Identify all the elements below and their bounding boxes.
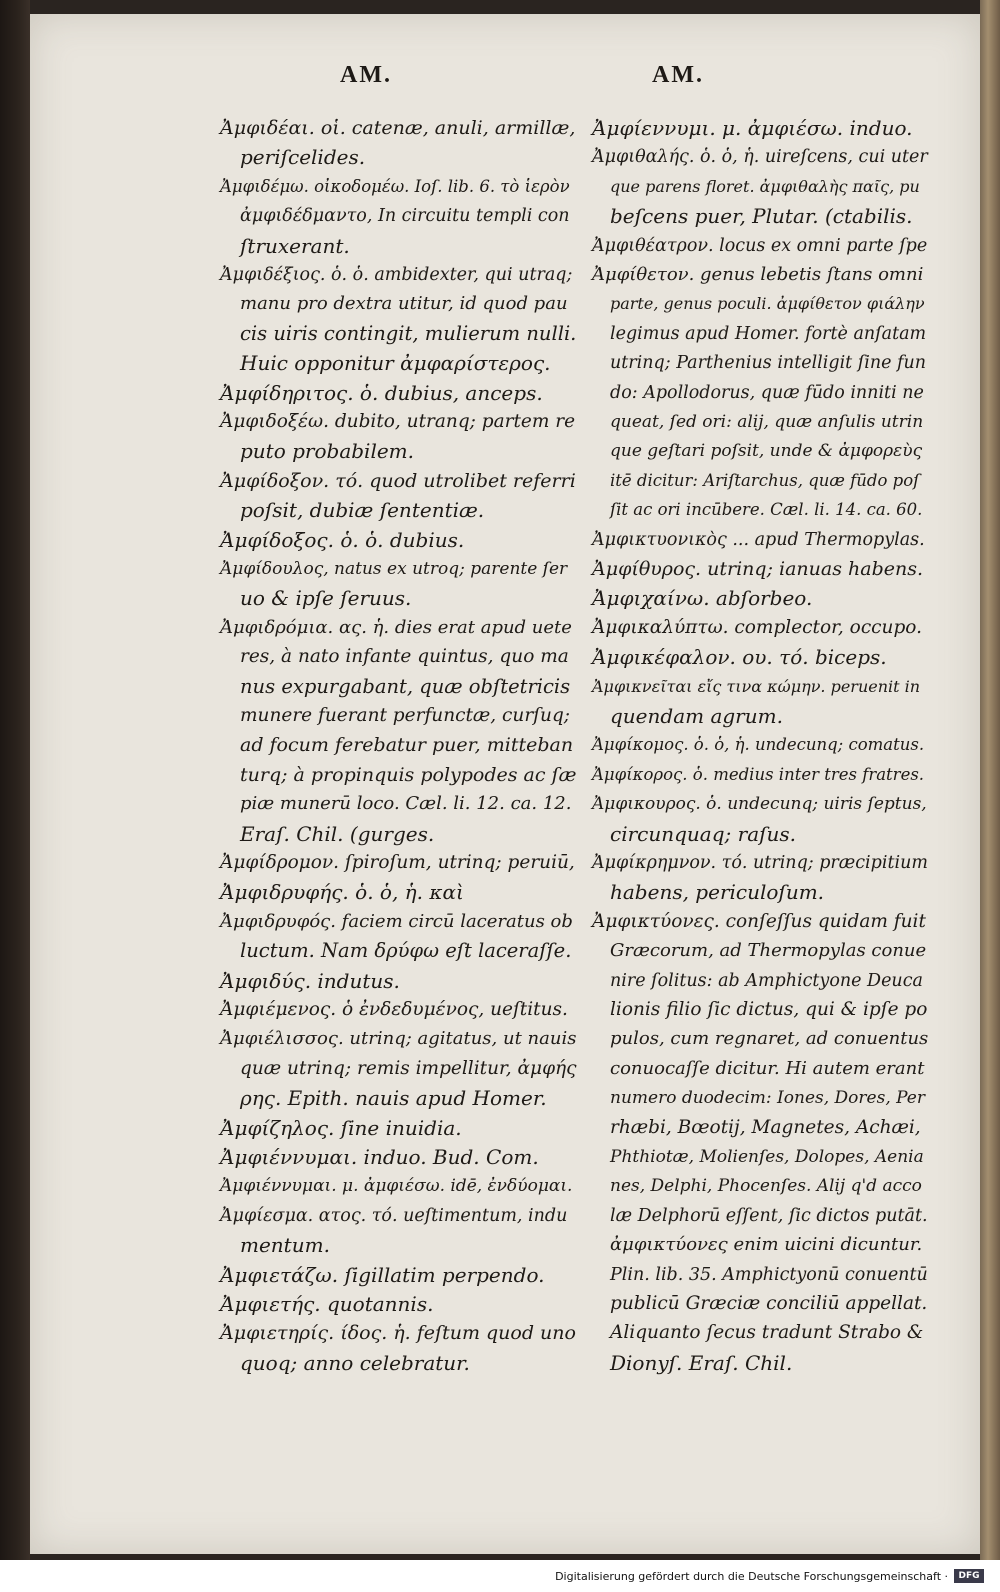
entry-continuation-line: pulos, cum regnaret, ad conuentus	[610, 1028, 929, 1050]
entry-headword-line: Ἀμφίθυρος. utrinq; ianuas habens.	[592, 558, 924, 580]
entry-continuation-line: Aliquanto ſecus tradunt Strabo &	[610, 1322, 924, 1344]
entry-continuation-line: beſcens puer, Plutar. (ctabilis.	[610, 204, 913, 229]
entry-headword-line: Ἀμφιέμενος. ὁ ἐνδεδυμένος, ueſtitus.	[220, 999, 568, 1020]
entry-continuation-line: uo & ipſe ſeruus.	[240, 586, 412, 611]
entry-continuation-line: queat, ſed ori: alij, quæ anſulis utrin	[610, 412, 924, 432]
entry-continuation-line: turq; à propinquis polypodes ac ſæ	[240, 763, 577, 786]
entry-continuation-line: que geſtari poſsit, unde & ἀμφορεὺς	[610, 441, 923, 462]
entry-headword-line: Ἀμφιετάζω. ſigillatim perpendo.	[220, 1262, 545, 1287]
entry-headword-line: Ἀμφικαλύπτω. complector, occupo.	[592, 616, 922, 638]
entry-headword-line: Ἀμφικτυονικὸς ... apud Thermopylas.	[592, 529, 925, 550]
entry-headword-line: Ἀμφίεσμα. ατος. τό. ueſtimentum, indu	[220, 1205, 568, 1226]
entry-continuation-line: nus expurgabant, quæ obſtetricis	[240, 674, 571, 698]
entry-headword-line: Ἀμφίδουλος, natus ex utroq; parente ſer	[220, 559, 568, 579]
entry-headword-line: Ἀμφίδηριτος. ὁ. dubius, anceps.	[220, 380, 543, 405]
entry-continuation-line: Plin. lib. 35. Amphictyonū conuentū	[610, 1264, 928, 1285]
entry-continuation-line: Phthiotæ, Molienſes, Dolopes, Aenia	[610, 1147, 924, 1167]
entry-headword-line: Ἀμφικτύονες. conſeſſus quidam fuit	[592, 910, 926, 932]
entry-headword-line: Ἀμφιδρόμια. ας. ἡ. dies erat apud uete	[220, 616, 572, 638]
running-header-right: AM.	[652, 62, 704, 88]
entry-continuation-line: que parens floret. ἀμφιθαλὴς παῖς, pu	[610, 176, 920, 196]
entry-headword-line: Ἀμφιέλισσος. utrinq; agitatus, ut nauis	[220, 1028, 577, 1050]
entry-continuation-line: Huic opponitur ἀμφαρίστερος.	[240, 351, 551, 376]
entry-continuation-line: ρης. Epith. nauis apud Homer.	[240, 1086, 547, 1111]
entry-continuation-line: rhæbi, Bœotij, Magnetes, Achæi,	[610, 1116, 921, 1138]
entry-continuation-line: ſtruxerant.	[240, 233, 350, 258]
entry-headword-line: Ἀμφικέφαλον. ου. τό. biceps.	[592, 645, 887, 670]
entry-headword-line: Ἀμφίκορος. ὁ. medius inter tres fratres.	[592, 764, 925, 784]
entry-continuation-line: conuocaſſe dicitur. Hi autem erant	[610, 1057, 925, 1079]
entry-continuation-line: legimus apud Homer. fortè anſatam	[610, 323, 927, 344]
entry-continuation-line: lionis filio ſic dictus, qui & ipſe po	[610, 999, 928, 1020]
entry-headword-line: Ἀμφίθετον. genus lebetis ſtans omni	[592, 264, 924, 285]
funding-credit: Digitalisierung gefördert durch die Deutsche Forschungsgemeinschaft ·	[555, 1570, 948, 1583]
running-header-left: AM.	[340, 62, 392, 88]
entry-continuation-line: itē dicitur: Ariſtarchus, quæ fūdo poſ	[610, 470, 920, 490]
footer-bar	[0, 1560, 1000, 1592]
entry-headword-line: Ἀμφικουρος. ὁ. undecunq; uiris ſeptus,	[592, 794, 927, 815]
entry-headword-line: Ἀμφίδρομον. ſpiroſum, utrinq; peruiū,	[220, 852, 575, 873]
entry-headword-line: Ἀμφιέννυμαι. μ. ἀμφιέσω. idē, ἐνδύομαι.	[220, 1176, 573, 1197]
entry-continuation-line: res, à nato infante quintus, quo ma	[240, 646, 569, 668]
entry-continuation-line: manu pro dextra utitur, id quod pau	[240, 293, 568, 315]
entry-headword-line: Ἀμφιχαίνω. abſorbeo.	[592, 586, 813, 611]
entry-continuation-line: cis uiris contingit, mulierum nulli.	[240, 321, 577, 345]
entry-headword-line: Ἀμφίεννυμι. μ. ἀμφιέσω. induo.	[592, 116, 913, 140]
entry-continuation-line: quoq; anno celebratur.	[240, 1350, 470, 1375]
entry-continuation-line: ἀμφικτύονες enim uicini dicuntur.	[610, 1234, 923, 1256]
entry-headword-line: Ἀμφιετηρίς. ίδος. ἡ. feſtum quod uno	[220, 1322, 576, 1345]
entry-headword-line: Ἀμφιετής. quotannis.	[220, 1292, 434, 1316]
entry-headword-line: Ἀμφιδοξέω. dubito, utranq; partem re	[220, 411, 576, 432]
entry-continuation-line: quendam agrum.	[610, 704, 783, 728]
entry-continuation-line: nes, Delphi, Phocenſes. Alij q'd acco	[610, 1176, 922, 1197]
entry-continuation-line: utrinq; Parthenius intelligit ſine fun	[610, 353, 927, 374]
entry-continuation-line: publicū Græciæ conciliū appellat.	[610, 1293, 928, 1314]
entry-continuation-line: numero duodecim: Iones, Dores, Per	[610, 1088, 925, 1109]
entry-continuation-line: parte, genus poculi. ἀμφίθετον φιάλην	[610, 294, 925, 314]
entry-headword-line: Ἀμφιδρυφής. ὁ. ὁ, ἡ. καὶ	[220, 880, 464, 905]
entry-continuation-line: læ Delphorū eſſent, ſic dictos putāt.	[610, 1205, 928, 1226]
entry-headword-line: Ἀμφιδέμω. οἰκοδομέω. Ioſ. lib. 6. τὸ ἱερὸν	[220, 176, 570, 196]
entry-continuation-line: mentum.	[240, 1233, 330, 1258]
entry-continuation-line: circunquaq; raſus.	[610, 821, 797, 846]
entry-continuation-line: Eraſ. Chil. (gurges.	[240, 821, 435, 846]
entry-continuation-line: piæ munerū loco. Cæl. li. 12. ca. 12.	[240, 793, 572, 815]
entry-headword-line: Ἀμφίδοξος. ὁ. ὁ. dubius.	[220, 527, 465, 552]
entry-continuation-line: puto probabilem.	[240, 439, 415, 464]
entry-continuation-line: do: Apollodorus, quæ fūdo inniti ne	[610, 382, 924, 403]
entry-continuation-line: quæ utrinq; remis impellitur, ἀμφής	[240, 1057, 577, 1079]
entry-headword-line: Ἀμφιέννυμαι. induo. Bud. Com.	[220, 1145, 539, 1169]
entry-headword-line: Ἀμφιδύς. indutus.	[220, 968, 400, 993]
entry-headword-line: Ἀμφίδοξον. τό. quod utrolibet referri	[220, 469, 576, 492]
entry-headword-line: Ἀμφιθέατρον. locus ex omni parte ſpe	[592, 235, 928, 256]
page-edge	[980, 0, 1000, 1560]
entry-headword-line: Ἀμφιδέαι. οἱ. catenæ, anuli, armillæ,	[220, 117, 576, 139]
entry-headword-line: Ἀμφίκρημνον. τό. utrinq; præcipitium	[592, 853, 928, 873]
book-spine	[0, 0, 30, 1560]
entry-continuation-line: ſit ac ori incūbere. Cæl. li. 14. ca. 60.	[610, 500, 923, 520]
entry-headword-line: Ἀμφιθαλής. ὁ. ὁ, ἡ. uireſcens, cui uter	[592, 147, 928, 168]
entry-continuation-line: munere fuerant perfunctæ, curſuq;	[240, 705, 571, 726]
entry-headword-line: Ἀμφίζηλος. ſine inuidia.	[220, 1115, 462, 1140]
entry-continuation-line: habens, periculoſum.	[610, 880, 825, 905]
entry-continuation-line: ad focum ferebatur puer, mitteban	[240, 734, 574, 757]
entry-continuation-line: nire ſolitus: ab Amphictyone Deuca	[610, 970, 923, 991]
entry-continuation-line: ἀμφιδέδμαντο, In circuitu templi con	[240, 206, 570, 227]
entry-continuation-line: periſcelides.	[240, 145, 366, 170]
entry-headword-line: Ἀμφίκομος. ὁ. ὁ, ἡ. undecunq; comatus.	[592, 735, 925, 755]
entry-continuation-line: luctum. Nam δρύφω eſt laceraſſe.	[240, 939, 572, 963]
entry-continuation-line: Dionyſ. Eraſ. Chil.	[610, 1350, 793, 1375]
entry-headword-line: Ἀμφιδρυφός. faciem circū laceratus ob	[220, 910, 573, 932]
entry-headword-line: Ἀμφικνεῖται εἴς τινα κώμην. peruenit in	[592, 676, 921, 696]
entry-continuation-line: poſsit, dubiæ ſententiæ.	[240, 498, 485, 523]
entry-continuation-line: Græcorum, ad Thermopylas conue	[610, 940, 927, 962]
dfg-logo: DFG	[954, 1569, 984, 1583]
entry-headword-line: Ἀμφιδέξιος. ὁ. ὁ. ambidexter, qui utraq;	[220, 265, 573, 285]
